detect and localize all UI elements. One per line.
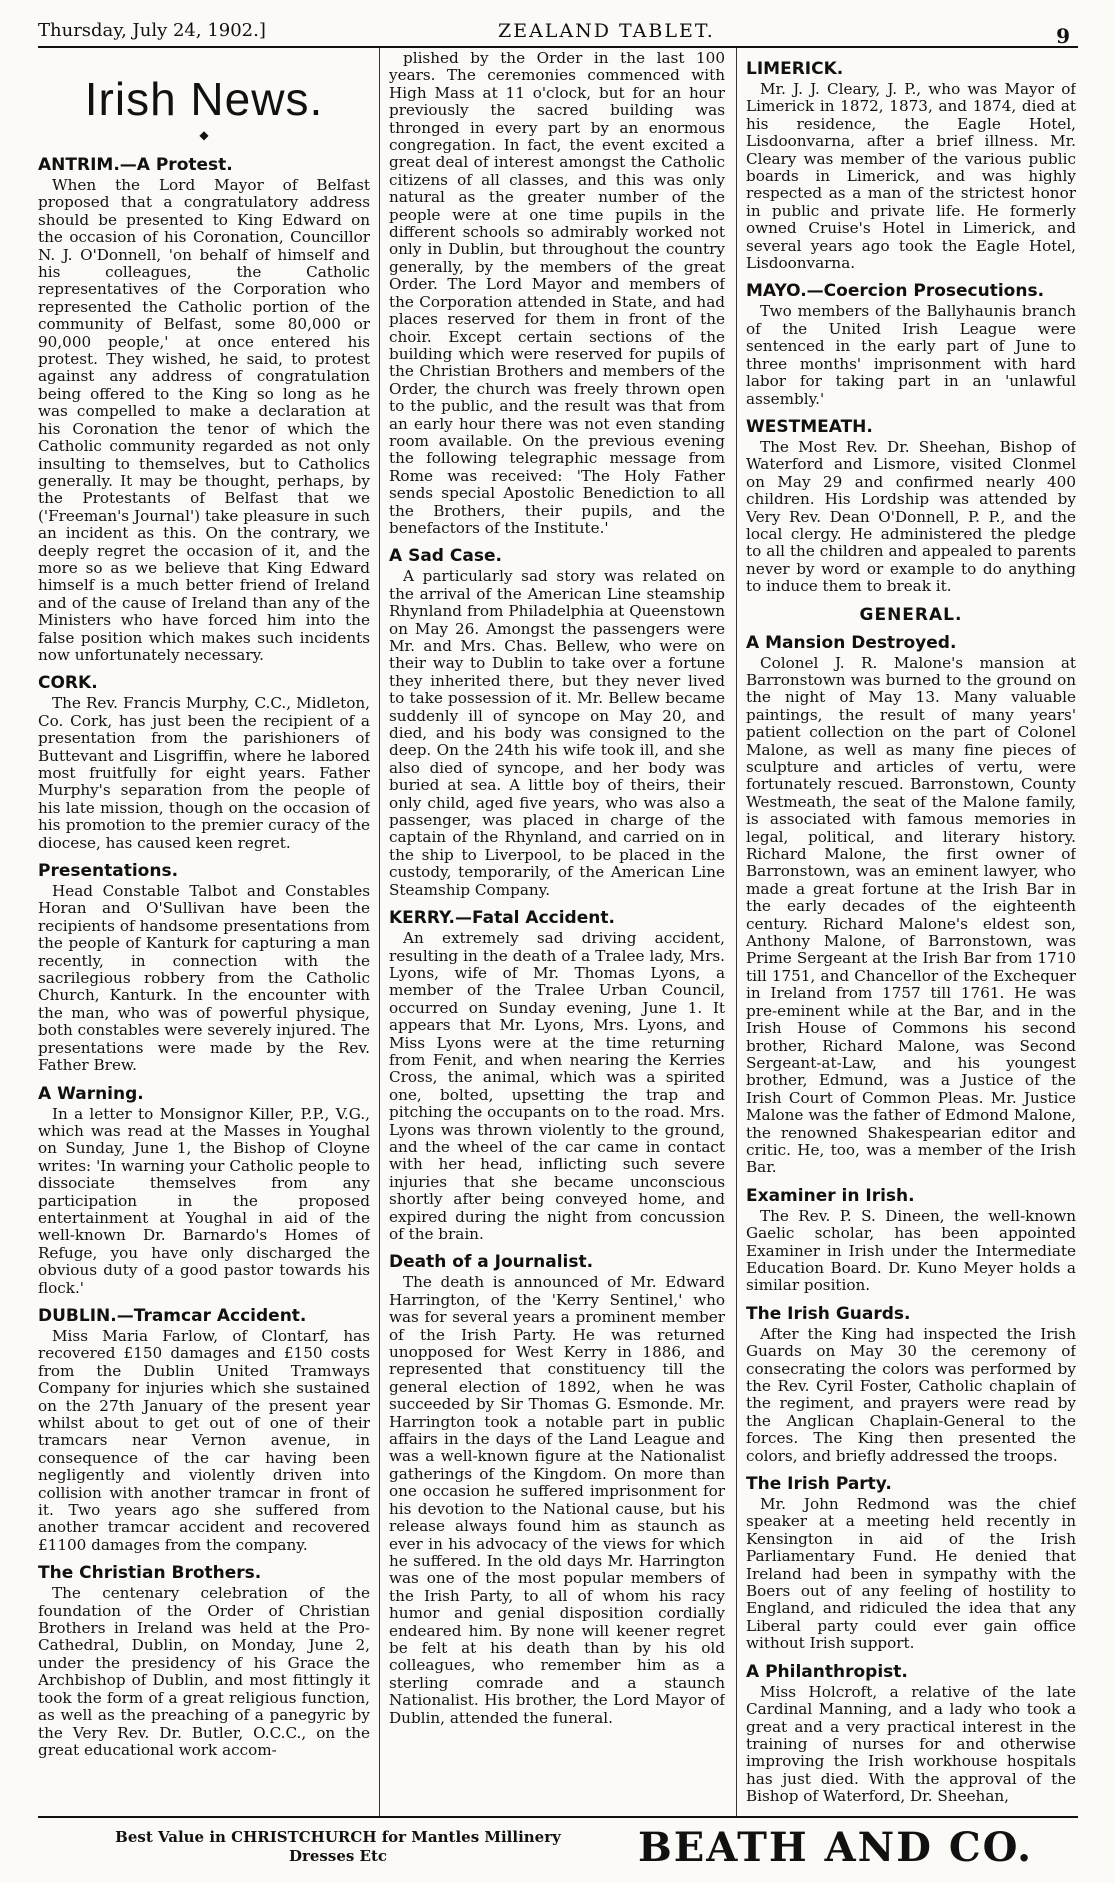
column-3-articles <box>746 60 1076 1806</box>
article-body: After the King had inspected the Irish Guards on May 30 the ceremony of consecrating the colors was performed by the Rev. Cyril Foster, Catholic chaplain of the regiment, and prayers were read by the Anglican Chaplain-General to the forces. The King then presented the colors, and briefly addressed the troops. <box>746 1324 1076 1465</box>
article-heading: Death of a Journalist. <box>389 1252 594 1273</box>
column-1 <box>38 50 370 1815</box>
article-heading: Examiner in Irish. <box>746 1185 915 1206</box>
column-2 <box>389 50 725 1815</box>
article-body: Head Constable Talbot and Constables Horan and O'Sullivan have been the recipients of handsome presentations from the people of Kanturk for capturing a man recently, in connection with the sacrilegious robbery from the Catholic Church, Kanturk. In the encounter with the man, who was of powerful physique, both constables were severely injured. The presentations were made by the Rev. Father Brew. <box>38 882 370 1075</box>
article-body: Miss Holcroft, a relative of the late Cardinal Manning, and a lady who took a great and a very practical interest in the training of nurses for and otherwise improving the Irish workhouse hospitals has just died. With the approval of the Bishop of Waterford, Dr. Sheehan, <box>746 1682 1076 1806</box>
article-body: An extremely sad driving accident, resulting in the death of a Tralee lady, Mrs. Lyons, wife of Mr. Thomas Lyons, a member of the Tralee Urban Council, occurred on Sunday evening, June 1. It appears that Mr. Lyons, Mrs. Lyons, and Miss Lyons were at the time returning from Fenit, and when nearing the Kerries Cross, the animal, which was a spirited one, bolted, upsetting the trap and pitching the occupants on to the road. Mrs. Lyons was thrown violently to the ground, and the wheel of the car came in contact with her head, inflicting such severe injuries that she became unconscious shortly after being conveyed home, and expired during the night from concussion of the brain. <box>389 929 725 1243</box>
article-body: Colonel J. R. Malone's mansion at Barronstown was burned to the ground on the night of May 13. Many valuable paintings, the result of many years' patient collection on the part of Colonel Malone, as well as many fine pieces of sculpture and articles of vertu, were fortunately rescued. Barronstown, County Westmeath, the seat of the Malone family, is associated with famous memories in legal, political, and literary history. Richard Malone, the first owner of Barronstown, was an eminent lawyer, who made a great fortune at the Irish Bar in the early decades of the eighteenth century. Richard Malone's eldest son, Anthony Malone, of Barronstown, was Prime Sergeant at the Irish Bar from 1710 till 1751, and Chancellor of the Exchequer in Ireland from 1757 till 1761. He was pre-eminent while at the Bar, and in the Irish House of Commons his second brother, Richard Malone, was Second Sergeant-at-Law, and his youngest brother, Edmund, was a Justice of the Irish Court of Common Pleas. Mr. Justice Malone was the father of Edmond Malone, the renowned Shakespearian editor and critic. He, too, was a member of the Irish Bar. <box>746 653 1076 1177</box>
article-heading: A Warning. <box>38 1083 144 1104</box>
page-number: 9 <box>1056 24 1070 48</box>
article-body: The Rev. P. S. Dineen, the well-known Gaelic scholar, has been appointed Examiner in Irish under the Intermediate Education Board. Dr. Kuno Meyer holds a similar position. <box>746 1206 1076 1295</box>
advertisement-footer <box>38 1816 1078 1878</box>
page-header <box>38 6 1078 48</box>
article-heading: LIMERICK. <box>746 59 844 79</box>
article-heading: The Christian Brothers. <box>38 1563 262 1584</box>
header-paper-name: ZEALAND TABLET. <box>498 20 715 42</box>
article-body: Mr. J. J. Cleary, J. P., who was Mayor of Limerick in 1872, 1873, and 1874, died at his residence, the Eagle Hotel, Lisdoonvarna, after a brief illness. Mr. Cleary was member of the various public boards in Limerick, and was highly respected as a man of the strictest honor in public and private life. He formerly owned Cruise's Hotel in Limerick, and several years ago took the Eagle Hotel, Lisdoonvarna. <box>746 80 1076 273</box>
article-heading: DUBLIN.—Tramcar Accident. <box>38 1305 307 1326</box>
ad-line-1: Best Value in CHRISTCHURCH for Mantles Millinery <box>115 1828 561 1846</box>
article-body: When the Lord Mayor of Belfast proposed that a congratulatory address should be presented to King Edward on the occasion of his Coronation, Councillor N. J. O'Donnell, 'on behalf of himself and his colleagues, the Catholic representatives of the Corporation who represented the Catholic portion of the community of Belfast, some 80,000 or 90,000 people,' at once entered his protest. They wished, he said, to protest against any address of congratulation being offered to the King so long as he was compelled to make a declaration at his Coronation the tenor of which the Catholic community regarded as not only insulting to themselves, but to Catholics generally. It may be thought, perhaps, by the Protestants of Belfast that we ('Freeman's Journal') take pleasure in such an incident as this. On the contrary, we deeply regret the occasion of it, and the more so as we believe that King Edward himself is a much better friend of Ireland and of the cause of Ireland than any of the Ministers who have forced him into the false position which makes such incidents now unfortunately necessary. <box>38 176 370 664</box>
article-body: The centenary celebration of the foundation of the Order of Christian Brothers in Ireland was held at the Pro-Cathedral, Dublin, on Monday, June 2, under the presidency of his Grace the Archbishop of Dublin, and most fittingly it took the form of a great religious function, as well as the preaching of a panegyric by the Very Rev. Dr. Butler, O.C.C., on the great educational work accom- <box>38 1584 370 1759</box>
article-heading: WESTMEATH. <box>746 416 873 437</box>
article-heading: A Philanthropist. <box>746 1661 908 1682</box>
article-heading: GENERAL. <box>859 604 963 625</box>
column-3 <box>746 50 1076 1815</box>
column-2-articles <box>389 50 725 1727</box>
column-1-articles <box>38 156 370 1759</box>
article-heading: KERRY.—Fatal Accident. <box>389 908 615 929</box>
column-rule <box>736 48 737 1816</box>
article-body: The death is announced of Mr. Edward Harrington, of the 'Kerry Sentinel,' who was for several years a prominent member of the Irish Party. He was returned unopposed for West Kerry in 1886, and represented that constituency till the general election of 1892, when he was succeeded by Sir Thomas G. Esmonde. Mr. Harrington took a notable part in public affairs in the days of the Land League and was a well-known figure at the Nationalist gatherings of the Kingdom. On more than one occasion he suffered imprisonment for his devotion to the National cause, but his release always found him as staunch as ever in his advocacy of the views for which he suffered. In the old days Mr. Harrington was one of the most popular members of the Irish Party, to all of whom his racy humor and genial disposition cordially endeared him. By none will keener regret be felt at his death than by his old colleagues, who remember him as a sterling comrade and a staunch Nationalist. His brother, the Lord Mayor of Dublin, attended the funeral. <box>389 1273 725 1727</box>
column-rule <box>379 48 380 1816</box>
article-heading: ANTRIM.—A Protest. <box>38 155 233 175</box>
ad-text <box>108 1828 568 1866</box>
article-heading: MAYO.—Coercion Prosecutions. <box>746 281 1045 302</box>
ad-brand: BEATH AND CO. <box>638 1824 1034 1871</box>
article-body: Miss Maria Farlow, of Clontarf, has recovered £150 damages and £150 costs from the Dublin United Tramways Company for injuries which she sustained on the 27th January of the present year whilst about to get out of one of their tramcars near Vernon avenue, in consequence of the car having been negligently and violently driven into collision with another tramcar in front of it. Two years ago she suffered from another tramcar accident and recovered £1100 damages from the company. <box>38 1326 370 1554</box>
article-heading: The Irish Party. <box>746 1474 892 1495</box>
article-body: Mr. John Redmond was the chief speaker at a meeting held recently in Kensington in aid of the Irish Parliamentary Fund. He denied that Ireland had been in sympathy with the Boers out of any feeling of hostility to England, and ridiculed the idea that any Liberal party could ever gain office without Irish support. <box>746 1495 1076 1653</box>
article-body: The Rev. Francis Murphy, C.C., Midleton, Co. Cork, has just been the recipient of a presentation from the parishioners of Buttevant and Lisgriffin, where he labored most fruitfully for eight years. Father Murphy's separation from the people of his late mission, though on the occasion of his promotion to the premier curacy of the diocese, has caused keen regret. <box>38 694 370 852</box>
article-body: In a letter to Monsignor Killer, P.P., V.G., which was read at the Masses in Youghal on Sunday, June 1, the Bishop of Cloyne writes: 'In warning your Catholic people to dissociate themselves from any participation in the proposed entertainment at Youghal in aid of the well-known Dr. Barnardo's Homes of Refuge, you have only discharged the obvious duty of a good pastor towards his flock.' <box>38 1104 370 1297</box>
article-body: Two members of the Ballyhaunis branch of the United Irish League were sentenced in the early part of June to three months' imprisonment with hard labor for taking part in an 'unlawful assembly.' <box>746 302 1076 408</box>
article-body: The Most Rev. Dr. Sheehan, Bishop of Waterford and Lismore, visited Clonmel on May 29 and confirmed nearly 400 children. His Lordship was attended by Very Rev. Dean O'Donnell, P. P., and the local clergy. He administered the pledge to all the children and appealed to parents never by word or example to do anything to induce them to break it. <box>746 437 1076 596</box>
article-heading: CORK. <box>38 673 98 694</box>
article-body: A particularly sad story was related on the arrival of the American Line steamship Rhynland from Philadelphia at Queenstown on May 26. Amongst the passengers were Mr. and Mrs. Chas. Bellew, who were on their way to Dublin to take over a fortune they inherited there, but they never lived to take possession of it. Mr. Bellew became suddenly ill of syncope on May 20, and died, and his body was consigned to the deep. On the 24th his wife took ill, and she also died of syncope, and her body was buried at sea. A little boy of theirs, their only child, aged five years, who was also a passenger, was placed in charge of the captain of the Rhynland, and carried on in the ship to Liverpool, to be placed in the custody, temporarily, of the American Line Steamship Company. <box>389 567 725 899</box>
ad-line-2: Dresses Etc <box>288 1847 388 1865</box>
article-body: plished by the Order in the last 100 years. The ceremonies commenced with High Mass at 11 o'clock, but for an hour previously the sacred building was thronged in every part by an enormous congregation. In fact, the event excited a great deal of interest amongst the Catholic citizens of all classes, and this was only natural as the greater number of the people were at one time pupils in the different schools so admirably worked not only in Dublin, but throughout the country generally, by the members of the great Order. The Lord Mayor and members of the Corporation attended in State, and had places reserved for them in front of the choir. Except certain sections of the building which were reserved for pupils of the Christian Brothers and members of the Order, the church was freely thrown open to the public, and the result was that from an early hour there was not even standing room available. On the previous evening the following telegraphic message from Rome was received: 'The Holy Father sends special Apostolic Benediction to all the Brothers, their pupils, and the benefactors of the Institute.' <box>389 50 725 537</box>
article-heading: A Mansion Destroyed. <box>746 632 957 653</box>
article-heading: The Irish Guards. <box>746 1303 911 1324</box>
article-heading: A Sad Case. <box>389 546 502 567</box>
section-masthead: Irish News. <box>84 73 324 125</box>
ornament-icon: ◆ <box>199 128 209 142</box>
header-date: Thursday, July 24, 1902.] <box>38 20 266 41</box>
article-heading: Presentations. <box>38 861 179 882</box>
